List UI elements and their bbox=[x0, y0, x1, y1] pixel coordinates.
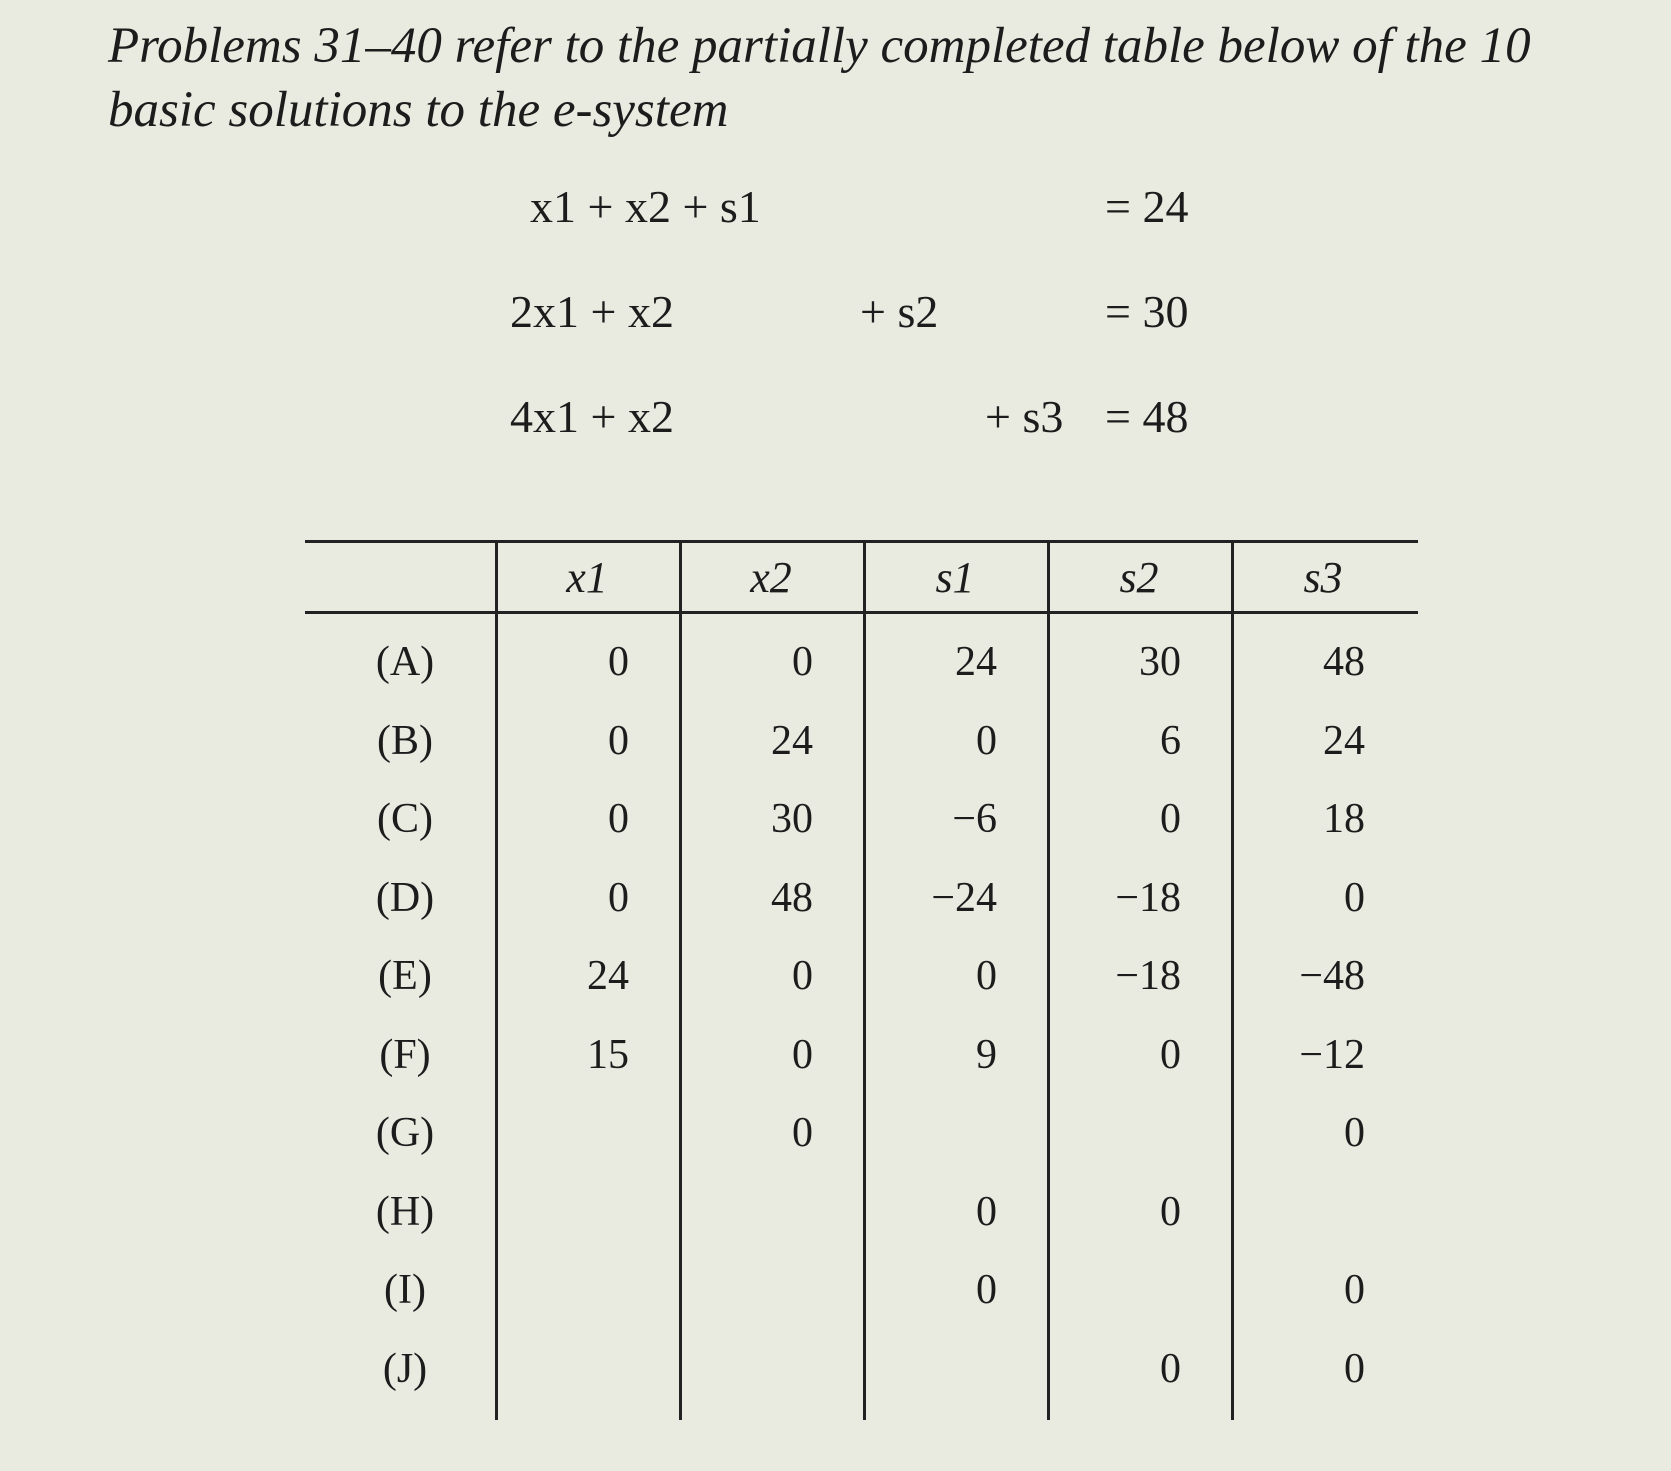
equation-system bbox=[0, 0, 1671, 480]
table-cell: 0 bbox=[976, 953, 997, 999]
table-cell: 0 bbox=[792, 1031, 813, 1078]
table-cell: 0 bbox=[1160, 1188, 1181, 1235]
row-label: (G) bbox=[375, 1110, 435, 1156]
table-cell: 0 bbox=[1344, 1267, 1365, 1313]
column-header-s2: s2 bbox=[1119, 553, 1159, 602]
equation-3-s3: + s3 bbox=[985, 391, 1064, 442]
table-cell: 0 bbox=[608, 796, 629, 842]
equation-3-lhs: 4x1 + x2 bbox=[510, 391, 674, 442]
row-label: (D) bbox=[375, 874, 435, 921]
table-cell: 0 bbox=[792, 639, 813, 685]
table-cell: −48 bbox=[1299, 953, 1365, 999]
row-label: (B) bbox=[377, 717, 433, 764]
table-cell: 24 bbox=[771, 717, 813, 764]
table-cell: 0 bbox=[1160, 796, 1181, 842]
equation-2-lhs: 2x1 + x2 bbox=[510, 286, 674, 337]
column-header-x1: x1 bbox=[566, 553, 608, 602]
column-header-s3: s3 bbox=[1303, 553, 1343, 602]
table-cell: 0 bbox=[1344, 874, 1365, 921]
table-cell: 30 bbox=[1139, 639, 1181, 685]
row-label: (E) bbox=[378, 953, 432, 999]
row-label: (I) bbox=[384, 1267, 426, 1313]
equation-1-rhs: = 24 bbox=[1105, 181, 1189, 232]
table-cell: −24 bbox=[931, 874, 997, 921]
row-label: (C) bbox=[377, 796, 433, 842]
equation-1-lhs: x1 + x2 + s1 bbox=[530, 181, 761, 232]
row-label: (F) bbox=[379, 1031, 431, 1078]
equation-2-s2: + s2 bbox=[860, 286, 939, 337]
table-cell: 0 bbox=[792, 953, 813, 999]
table-cell: 24 bbox=[955, 639, 997, 685]
table-cell: 6 bbox=[1160, 717, 1181, 764]
table-cell: −6 bbox=[952, 796, 997, 842]
table-cell: 24 bbox=[587, 953, 629, 999]
table-cell: 0 bbox=[608, 717, 629, 764]
table-cell: −12 bbox=[1299, 1031, 1365, 1078]
table-cell: 0 bbox=[1160, 1345, 1181, 1392]
table-cell: 0 bbox=[1160, 1031, 1181, 1078]
table-top-rule bbox=[305, 540, 1418, 543]
table-cell: 0 bbox=[1344, 1110, 1365, 1156]
equation-3-rhs: = 48 bbox=[1105, 391, 1189, 442]
table-header-rule bbox=[305, 611, 1418, 614]
table-cell: 0 bbox=[608, 639, 629, 685]
table-cell: 18 bbox=[1323, 796, 1365, 842]
table-cell: 0 bbox=[976, 1188, 997, 1235]
table-cell: −18 bbox=[1115, 953, 1181, 999]
table-cell: 24 bbox=[1323, 717, 1365, 764]
column-header-s1: s1 bbox=[935, 553, 975, 602]
row-label: (A) bbox=[375, 639, 435, 685]
equation-2-rhs: = 30 bbox=[1105, 286, 1189, 337]
row-label: (H) bbox=[375, 1188, 435, 1235]
table-cell: 0 bbox=[976, 717, 997, 764]
table-cell: 0 bbox=[608, 874, 629, 921]
basic-solutions-table bbox=[305, 540, 1418, 1420]
table-cell: 48 bbox=[1323, 639, 1365, 685]
table-cell: 30 bbox=[771, 796, 813, 842]
table-cell: 0 bbox=[1344, 1345, 1365, 1392]
table-cell: 9 bbox=[976, 1031, 997, 1078]
problem-intro: Problems 31–40 refer to the partially completed table below of the 10 basic solutions to the e-system bbox=[108, 18, 1531, 138]
table-cell: 0 bbox=[976, 1267, 997, 1313]
table-cell: 48 bbox=[771, 874, 813, 921]
table-cell: 15 bbox=[587, 1031, 629, 1078]
column-header-x2: x2 bbox=[750, 553, 792, 602]
row-label: (J) bbox=[382, 1345, 428, 1392]
table-cell: −18 bbox=[1115, 874, 1181, 921]
table-cell: 0 bbox=[792, 1110, 813, 1156]
